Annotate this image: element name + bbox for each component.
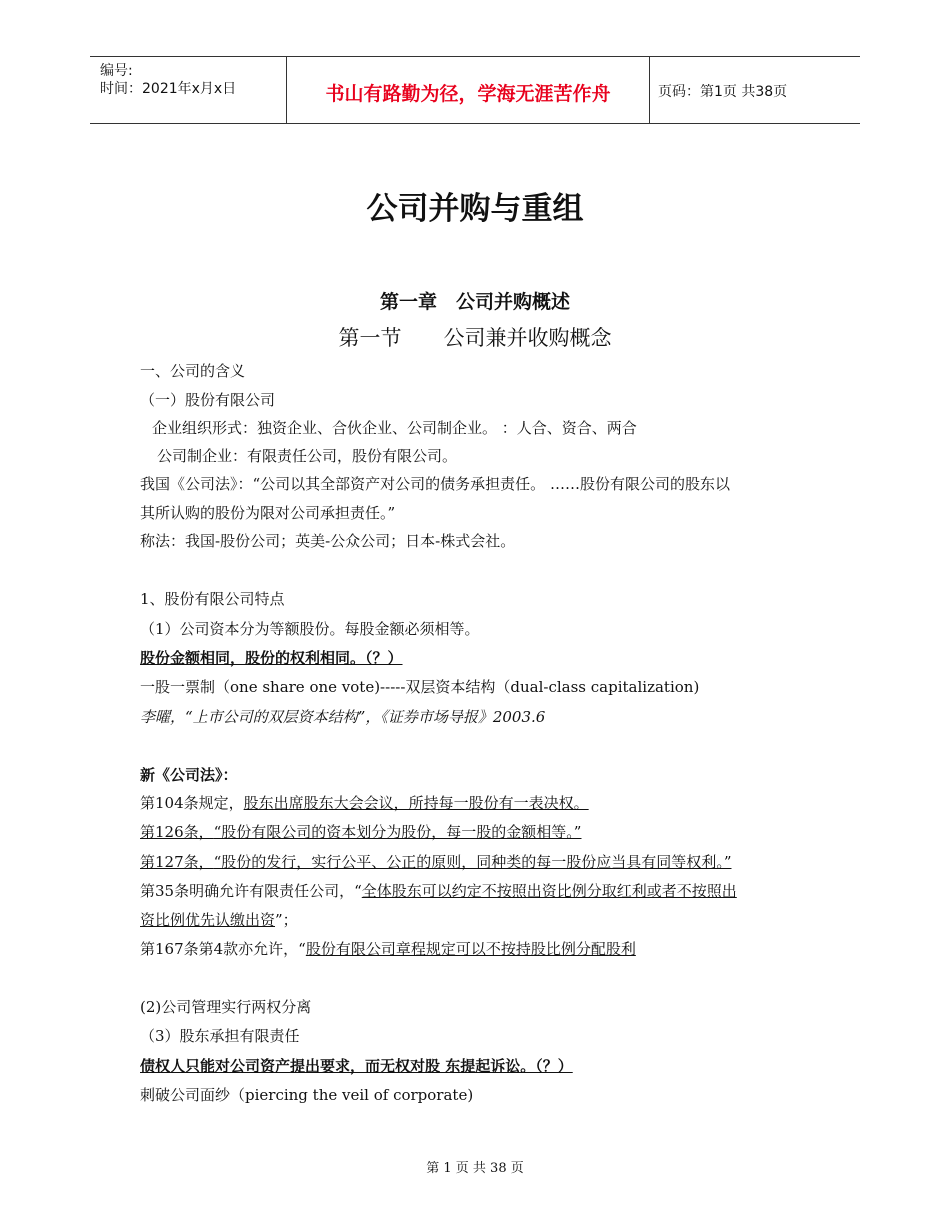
body-line: 我国《公司法》：“公司以其全部资产对公司的债务承担责任。 ……股份有限公司的股东以 [140, 475, 730, 493]
article-text: “股份有限公司的资本划分为股份，每一股的金额相等。” [213, 823, 582, 841]
article-number: 第126条， [140, 823, 214, 841]
body-line: 一股一票制（one share one vote)-----双层资本结构（dual-class capitalization) [140, 678, 700, 696]
law-article [140, 821, 581, 842]
time-label: 时间：2021年x月x日 [100, 81, 237, 97]
article-text: 股东出席股东大会会议，所持每一股份有一表决权。 [243, 794, 589, 812]
highlight-question: 股份金额相同，股份的权利相同。（？） [140, 649, 403, 667]
body-line: （1）公司资本分为等额股份。每股金额必须相等。 [140, 620, 480, 638]
law-article [140, 851, 731, 872]
header-motto-cell [287, 57, 650, 123]
article-text: 资比例优先认缴出资 [140, 911, 276, 929]
article-number: 第127条， [140, 853, 214, 871]
law-article [140, 880, 737, 901]
page-header [90, 56, 860, 124]
body-line: 刺破公司面纱（piercing the veil of corporate) [140, 1086, 474, 1104]
body-line: (2)公司管理实行两权分离 [140, 998, 312, 1016]
body-heading: 新《公司法》： [140, 766, 238, 784]
law-article [140, 938, 636, 959]
body-line: 称法：我国-股份公司；英美-公众公司；日本-株式会社。 [140, 532, 516, 550]
body-line: （3）股东承担有限责任 [140, 1027, 300, 1045]
body-line: 企业组织形式：独资企业、合伙企业、公司制企业。 ：人合、资合、两合 [152, 419, 637, 437]
highlight-question: 债权人只能对公司资产提出要求，而无权对股 东提起诉讼。（？） [140, 1057, 573, 1075]
article-number: 第167条第4款亦允许，“ [140, 940, 306, 958]
page-footer: 第 1 页 共 38 页 [426, 1161, 524, 1176]
chapter-heading: 第一章 公司并购概述 [379, 291, 570, 313]
header-page-cell [650, 57, 860, 123]
citation: 李曜，“上市公司的双层资本结构”，《证券市场导报》2003.6 [140, 708, 546, 726]
number-label: 编号: [100, 63, 133, 79]
article-text: “股份的发行，实行公平、公正的原则，同种类的每一股份应当具有同等权利。” [213, 853, 732, 871]
article-text: 股份有限公司章程规定可以不按持股比例分配股利 [305, 940, 636, 958]
section-heading: 第一节 公司兼并收购概念 [338, 326, 612, 350]
header-page-info: 页码：第1页 共38页 [658, 84, 788, 100]
law-article-cont [140, 909, 298, 930]
body-line: （一）股份有限公司 [140, 391, 276, 409]
body-line: 1、股份有限公司特点 [140, 590, 285, 608]
article-number: 第104条规定， [140, 794, 244, 812]
article-suffix: ”； [275, 911, 298, 929]
article-number: 第35条明确允许有限责任公司，“ [140, 882, 362, 900]
law-article [140, 792, 589, 813]
article-text: 全体股东可以约定不按照出资比例分取红利或者不按照出 [361, 882, 737, 900]
body-line: 其所认购的股份为限对公司承担责任。” [140, 504, 396, 522]
header-motto: 书山有路勤为径，学海无涯苦作舟 [325, 83, 611, 105]
body-line: 公司制企业：有限责任公司，股份有限公司。 [157, 447, 458, 465]
document-title: 公司并购与重组 [366, 191, 584, 227]
body-line: 一、公司的含义 [140, 362, 246, 380]
header-meta-cell [90, 57, 287, 123]
